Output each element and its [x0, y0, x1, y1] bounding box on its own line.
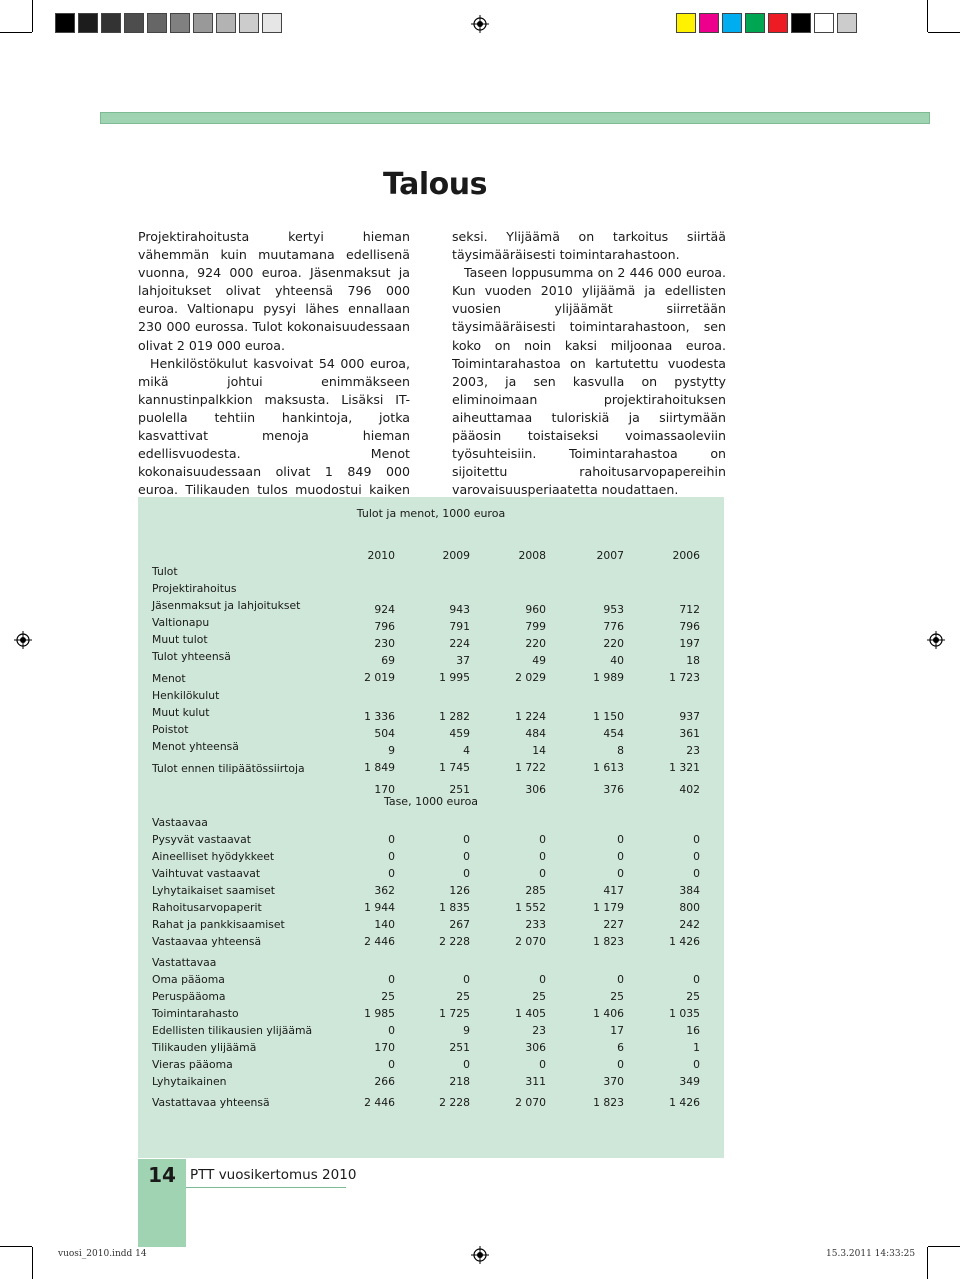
table-cell: 376	[603, 783, 624, 796]
color-swatch	[101, 13, 121, 33]
table-cell: 220	[603, 637, 624, 650]
table-cell: 937	[679, 710, 700, 723]
table-cell: 0	[463, 850, 470, 863]
paragraph: Projektirahoitusta kertyi hieman vähemmän kuin muutamana edellisenä vuonna, 924 000 euroa. Jäsenmaksut ja lahjoitukset olivat yhteensä 796 000 euroa. Valtionapu pysyi lähes ennallaan 230 000 eurossa. Tulot kokonaisuudessaan olivat 2 019 000 euroa.	[138, 229, 410, 353]
paragraph: Taseen loppusumma on 2 446 000 euroa. Kun vuoden 2010 ylijäämä ja edellisten vuosien ylijäämät siirretään täysimääräisesti toimintarahastoon, sen koko on noin kaksi miljoonaa euroa. Toimintarahastoa on kartutettu vuodesta 2003, ja sen kasvulla on pystytty eliminoimaan projektirahoituksen aiheuttamaa tuloriskiä ja siirtymään pääosin toistaiseksi voimassaoleviin työsuhteisiin. Toimintarahastoa on sijoitettu rahoitusarvopapereihin varovaisuusperiaatetta noudattaen.	[452, 265, 726, 498]
table-row-label: Edellisten tilikausien ylijäämä	[152, 1024, 313, 1037]
crop-mark	[0, 32, 32, 33]
table-cell: 0	[617, 850, 624, 863]
table-row-label: Tilikauden ylijäämä	[152, 1041, 257, 1054]
table-cell: 0	[693, 850, 700, 863]
table-cell: 0	[539, 833, 546, 846]
table-cell: 0	[388, 1024, 395, 1037]
table-cell: 0	[463, 867, 470, 880]
table-cell: 220	[525, 637, 546, 650]
color-swatch	[814, 13, 834, 33]
table-cell: 25	[456, 990, 470, 1003]
table-cell: 0	[463, 973, 470, 986]
color-swatch	[124, 13, 144, 33]
table-cell: 0	[388, 1058, 395, 1071]
color-swatch	[216, 13, 236, 33]
registration-mark-icon	[14, 631, 32, 649]
table-row-label: Lyhytaikaiset saamiset	[152, 884, 275, 897]
table-row-label: Henkilökulut	[152, 689, 220, 702]
table-cell: 0	[617, 867, 624, 880]
table-row-label: Valtionapu	[152, 616, 210, 629]
table-row-label: Vastattavaa	[152, 956, 217, 969]
table-row-label: Vieras pääoma	[152, 1058, 233, 1071]
crop-mark	[928, 1246, 960, 1247]
table-cell: 197	[679, 637, 700, 650]
table-cell: 417	[603, 884, 624, 897]
color-swatch	[722, 13, 742, 33]
table-cell: 0	[388, 973, 395, 986]
table-cell: 943	[449, 603, 470, 616]
table-cell: 791	[449, 620, 470, 633]
table-row-label: Tulot ennen tilipäätössiirtoja	[152, 762, 305, 775]
color-swatch	[193, 13, 213, 33]
table-cell: 0	[388, 867, 395, 880]
table-cell: 362	[374, 884, 395, 897]
table-row-label: Pysyvät vastaavat	[152, 833, 251, 846]
table-cell: 0	[693, 867, 700, 880]
table-cell: 1 944	[364, 901, 395, 914]
table-cell: 1	[693, 1041, 700, 1054]
table-cell: 9	[463, 1024, 470, 1037]
table-cell: 6	[617, 1041, 624, 1054]
color-swatch	[837, 13, 857, 33]
year-header: 2007	[596, 549, 624, 562]
table-cell: 0	[463, 1058, 470, 1071]
table-cell: 16	[686, 1024, 700, 1037]
table-cell: 776	[603, 620, 624, 633]
table-cell: 170	[374, 783, 395, 796]
table-cell: 361	[679, 727, 700, 740]
table-cell: 170	[374, 1041, 395, 1054]
crop-mark	[928, 32, 960, 33]
table-row-label: Vaihtuvat vastaavat	[152, 867, 261, 880]
table-cell: 960	[525, 603, 546, 616]
table-cell: 2 070	[515, 935, 546, 948]
table-cell: 25	[381, 990, 395, 1003]
table-row-label: Projektirahoitus	[152, 582, 237, 595]
table-cell: 454	[603, 727, 624, 740]
table-row-label: Tulot yhteensä	[152, 650, 231, 663]
table-row-label: Rahat ja pankkisaamiset	[152, 918, 285, 931]
table-cell: 1 426	[669, 935, 700, 948]
table-cell: 1 405	[515, 1007, 546, 1020]
paragraph: seksi. Ylijäämä on tarkoitus siirtää täysimääräisesti toimintarahastoon.	[452, 229, 726, 263]
color-swatch	[699, 13, 719, 33]
table-row-label: Peruspääoma	[152, 990, 226, 1003]
table-cell: 306	[525, 783, 546, 796]
color-swatch	[55, 13, 75, 33]
registration-mark-icon	[471, 15, 489, 33]
table-cell: 37	[456, 654, 470, 667]
table-cell: 2 228	[439, 1096, 470, 1109]
table-cell: 796	[679, 620, 700, 633]
table-cell: 2 019	[364, 671, 395, 684]
table-cell: 1 426	[669, 1096, 700, 1109]
table-cell: 311	[525, 1075, 546, 1088]
table-row-label: Menot yhteensä	[152, 740, 239, 753]
table-row-label: Toimintarahasto	[152, 1007, 239, 1020]
table-cell: 1 745	[439, 761, 470, 774]
slug-timestamp: 15.3.2011 14:33:25	[826, 1249, 916, 1259]
table-cell: 349	[679, 1075, 700, 1088]
header-band	[100, 112, 930, 124]
crop-mark	[32, 0, 33, 32]
table-cell: 0	[463, 833, 470, 846]
color-swatch	[768, 13, 788, 33]
table-cell: 712	[679, 603, 700, 616]
table-cell: 1 835	[439, 901, 470, 914]
table-cell: 1 722	[515, 761, 546, 774]
table-cell: 224	[449, 637, 470, 650]
publication-name: PTT vuosikertomus 2010	[190, 1167, 357, 1183]
table-cell: 126	[449, 884, 470, 897]
table-cell: 0	[539, 973, 546, 986]
table-row-label: Aineelliset hyödykkeet	[152, 850, 275, 863]
color-swatch	[791, 13, 811, 33]
table-cell: 0	[617, 973, 624, 986]
table-cell: 25	[686, 990, 700, 1003]
table-row-label: Jäsenmaksut ja lahjoitukset	[152, 599, 301, 612]
table-cell: 251	[449, 783, 470, 796]
footer-rule	[186, 1187, 346, 1188]
table-cell: 40	[610, 654, 624, 667]
table-cell: 0	[693, 973, 700, 986]
body-column-right	[452, 228, 726, 499]
financial-table	[138, 497, 724, 1158]
crop-mark	[0, 1246, 32, 1247]
year-header: 2006	[672, 549, 700, 562]
table-row-label: Vastaavaa	[152, 816, 208, 829]
table-row-label: Rahoitusarvopaperit	[152, 901, 262, 914]
table-cell: 1 723	[669, 671, 700, 684]
table-cell: 953	[603, 603, 624, 616]
table-cell: 1 150	[593, 710, 624, 723]
table-cell: 1 823	[593, 935, 624, 948]
color-swatch	[745, 13, 765, 33]
table-cell: 230	[374, 637, 395, 650]
table-cell: 233	[525, 918, 546, 931]
color-swatch	[262, 13, 282, 33]
table-cell: 384	[679, 884, 700, 897]
crop-mark	[32, 1247, 33, 1279]
table-cell: 0	[388, 850, 395, 863]
table-cell: 17	[610, 1024, 624, 1037]
table-cell: 2 446	[364, 935, 395, 948]
table-cell: 796	[374, 620, 395, 633]
slug-filename: vuosi_2010.indd 14	[58, 1249, 147, 1259]
table-row-label: Muut kulut	[152, 706, 210, 719]
color-swatch	[78, 13, 98, 33]
color-swatch	[147, 13, 167, 33]
table-cell: 1 179	[593, 901, 624, 914]
table-cell: 2 446	[364, 1096, 395, 1109]
table-cell: 924	[374, 603, 395, 616]
year-header: 2010	[367, 549, 395, 562]
table-cell: 1 995	[439, 671, 470, 684]
table-cell: 266	[374, 1075, 395, 1088]
paragraph: Henkilöstökulut kasvoivat 54 000 euroa, mikä johtui enimmäkseen kannustinpalkkion maksusta. Lisäksi IT-puolella tehtiin hankintoja, jotka kasvattivat menoja hieman edellisvuodesta. Menot kokonaisuudessaan olivat 1 849 000 euroa. Tilikauden tulos muodostui kaiken	[138, 355, 410, 498]
table-cell: 2 029	[515, 671, 546, 684]
page-number-box	[138, 1159, 186, 1247]
table-row-label: Poistot	[152, 723, 189, 736]
table-cell: 49	[532, 654, 546, 667]
page-number: 14	[148, 1163, 176, 1187]
table-cell: 1 282	[439, 710, 470, 723]
table-row-label: Lyhytaikainen	[152, 1075, 227, 1088]
table-cell: 69	[381, 654, 395, 667]
table-cell: 25	[610, 990, 624, 1003]
table-cell: 4	[463, 744, 470, 757]
table-cell: 1 336	[364, 710, 395, 723]
table-cell: 2 070	[515, 1096, 546, 1109]
table-cell: 800	[679, 901, 700, 914]
table-cell: 799	[525, 620, 546, 633]
table-cell: 23	[686, 744, 700, 757]
table-cell: 0	[693, 833, 700, 846]
crop-mark	[927, 1247, 928, 1279]
table-cell: 370	[603, 1075, 624, 1088]
table-cell: 9	[388, 744, 395, 757]
crop-mark	[927, 0, 928, 32]
table-cell: 227	[603, 918, 624, 931]
table-cell: 1 552	[515, 901, 546, 914]
registration-mark-icon	[471, 1246, 489, 1264]
table-cell: 1 613	[593, 761, 624, 774]
table-cell: 0	[539, 867, 546, 880]
table-cell: 1 849	[364, 761, 395, 774]
table-cell: 0	[617, 833, 624, 846]
table-cell: 25	[532, 990, 546, 1003]
table-cell: 242	[679, 918, 700, 931]
table-cell: 1 224	[515, 710, 546, 723]
table-cell: 218	[449, 1075, 470, 1088]
body-column-left	[138, 228, 410, 518]
table-cell: 23	[532, 1024, 546, 1037]
table-cell: 8	[617, 744, 624, 757]
table-cell: 402	[679, 783, 700, 796]
table-cell: 0	[539, 850, 546, 863]
table-row-label: Tulot	[152, 565, 178, 578]
registration-mark-icon	[927, 631, 945, 649]
year-header: 2008	[518, 549, 546, 562]
year-header: 2009	[442, 549, 470, 562]
table-cell: 140	[374, 918, 395, 931]
table-cell: 267	[449, 918, 470, 931]
table-cell: 2 228	[439, 935, 470, 948]
table-title: Tulot ja menot, 1000 euroa	[356, 507, 506, 520]
balance-table-title: Tase, 1000 euroa	[383, 795, 479, 808]
table-cell: 0	[693, 1058, 700, 1071]
page-title: Talous	[383, 167, 487, 202]
table-cell: 1 035	[669, 1007, 700, 1020]
table-cell: 285	[525, 884, 546, 897]
table-cell: 0	[388, 833, 395, 846]
table-row-label: Vastaavaa yhteensä	[152, 935, 262, 948]
table-cell: 459	[449, 727, 470, 740]
table-row-label: Muut tulot	[152, 633, 208, 646]
table-cell: 484	[525, 727, 546, 740]
color-swatch	[239, 13, 259, 33]
table-row-label: Menot	[152, 672, 186, 685]
table-cell: 0	[539, 1058, 546, 1071]
table-cell: 1 989	[593, 671, 624, 684]
table-cell: 251	[449, 1041, 470, 1054]
table-cell: 1 823	[593, 1096, 624, 1109]
table-row-label: Vastattavaa yhteensä	[152, 1096, 270, 1109]
table-cell: 1 321	[669, 761, 700, 774]
table-cell: 14	[532, 744, 546, 757]
table-cell: 504	[374, 727, 395, 740]
table-cell: 1 985	[364, 1007, 395, 1020]
table-cell: 306	[525, 1041, 546, 1054]
table-cell: 0	[617, 1058, 624, 1071]
table-cell: 1 725	[439, 1007, 470, 1020]
table-row-label: Oma pääoma	[152, 973, 225, 986]
table-cell: 18	[686, 654, 700, 667]
color-swatch	[170, 13, 190, 33]
table-cell: 1 406	[593, 1007, 624, 1020]
color-swatch	[676, 13, 696, 33]
